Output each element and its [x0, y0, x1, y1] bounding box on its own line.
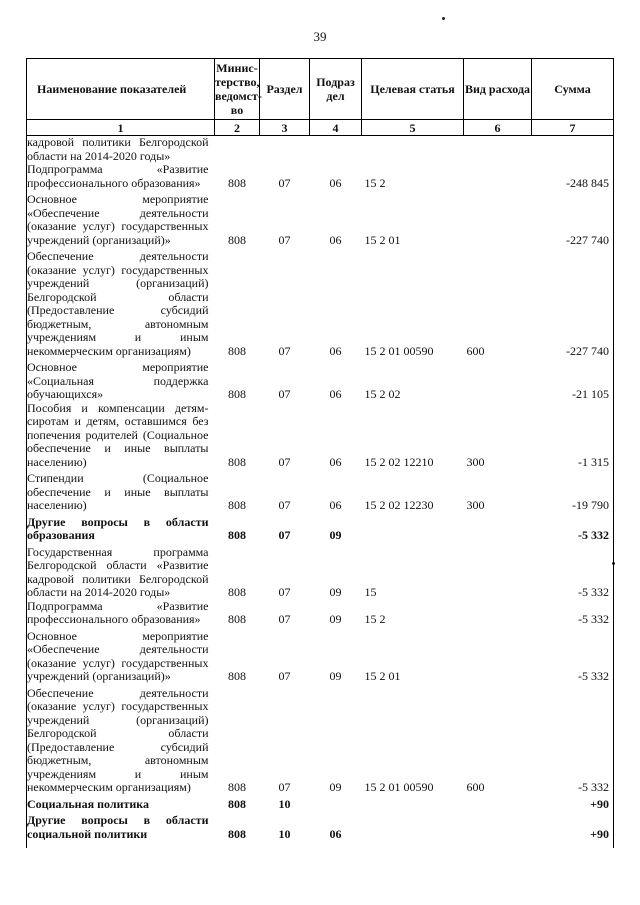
expense-type [464, 190, 532, 247]
subsection-code: 06 [329, 826, 342, 841]
indicator-name: Пособия и компенсации детям-сиротам и детям, оставшимся без попечения родителей (Социальное обеспечение и иные выплаты населению) [27, 402, 215, 470]
table-header-row [27, 59, 614, 120]
ministry-code: 808 [228, 612, 246, 626]
expense-type [464, 136, 532, 164]
header-subsection: Подраз дел [310, 59, 362, 120]
subsection-code: 09 [329, 585, 342, 599]
section-code: 07 [278, 454, 291, 469]
ministry-code: 808 [228, 585, 246, 599]
expense-type [464, 795, 532, 812]
amount: -5 332 [532, 600, 614, 627]
table-row [27, 627, 614, 684]
target-article [362, 811, 464, 848]
target-article [362, 513, 464, 543]
column-number: 4 [310, 120, 362, 136]
table-row [27, 136, 614, 164]
target-article: 15 [364, 585, 377, 599]
column-number-row [27, 120, 614, 136]
ministry-code: 808 [228, 826, 246, 841]
subsection-code: 06 [329, 343, 342, 358]
header-indicator-name: Наименование показателей [27, 59, 215, 120]
ministry-code: 808 [228, 669, 246, 683]
indicator-name: Государственная программа Белгородской области «Развитие кадровой политики Белгородской области на 2014-2020 годы» [27, 543, 215, 600]
indicator-name: Подпрограмма «Развитие профессионального образования» [27, 600, 215, 627]
indicator-name: Основное мероприятие «Обеспечение деятельности (оказание услуг) государственных учреждений (организаций)» [27, 627, 215, 684]
amount: -248 845 [532, 163, 614, 190]
column-number: 2 [215, 120, 260, 136]
ministry-code: 808 [228, 387, 246, 401]
table-row [27, 600, 614, 627]
target-article: 15 2 02 12210 [364, 454, 434, 469]
table-body [27, 136, 614, 849]
subsection-code: 06 [329, 175, 342, 190]
subsection-code: 06 [329, 498, 342, 512]
header-ministry: Минис-терство, ведомст-во [215, 59, 260, 120]
amount: -1 315 [532, 402, 614, 470]
budget-table [26, 58, 614, 848]
ministry-code [215, 136, 260, 164]
section-code: 10 [278, 796, 291, 811]
column-number: 7 [532, 120, 614, 136]
section-code: 10 [278, 826, 291, 841]
table-row [27, 469, 614, 513]
target-article: 15 2 01 00590 [364, 343, 434, 358]
subsection-code: 06 [329, 387, 342, 401]
ministry-code: 808 [228, 780, 246, 794]
subsection-code: 09 [329, 528, 342, 542]
target-article [362, 795, 464, 812]
header-section: Раздел [260, 59, 310, 120]
target-article [362, 136, 464, 164]
section-code: 07 [278, 780, 291, 794]
table-row [27, 247, 614, 358]
section-code: 07 [278, 585, 291, 599]
table-row [27, 358, 614, 402]
table-row [27, 684, 614, 795]
table-row [27, 190, 614, 247]
scan-speck [442, 17, 445, 20]
column-number: 5 [362, 120, 464, 136]
amount: +90 [532, 811, 614, 848]
amount: -227 740 [532, 190, 614, 247]
subsection-code: 06 [329, 232, 342, 247]
amount: -5 332 [532, 627, 614, 684]
table-row [27, 513, 614, 543]
expense-type [464, 600, 532, 627]
subsection-code [310, 795, 362, 812]
section-code: 07 [278, 498, 291, 512]
amount: -19 790 [532, 469, 614, 513]
expense-type [464, 358, 532, 402]
column-number: 3 [260, 120, 310, 136]
indicator-name: Стипендии (Социальное обеспечение и иные выплаты населению) [27, 469, 215, 513]
table-row [27, 402, 614, 470]
column-number: 1 [27, 120, 215, 136]
target-article: 15 2 02 12230 [364, 498, 434, 512]
header-expense-type: Вид расхода [464, 59, 532, 120]
section-code: 07 [278, 528, 291, 542]
page-number: 39 [313, 29, 327, 44]
section-code: 07 [278, 232, 291, 247]
section-code: 07 [278, 612, 291, 626]
target-article: 15 2 01 [364, 232, 401, 247]
ministry-code: 808 [228, 498, 246, 512]
target-article: 15 2 [364, 175, 386, 190]
section-code [260, 136, 310, 164]
expense-type [464, 627, 532, 684]
indicator-name: Подпрограмма «Развитие профессионального образования» [27, 163, 215, 190]
target-article: 15 2 02 [364, 387, 401, 401]
expense-type: 600 [466, 780, 485, 794]
subsection-code [310, 136, 362, 164]
subsection-code: 09 [329, 669, 342, 683]
subsection-code: 09 [329, 780, 342, 794]
subsection-code: 09 [329, 612, 342, 626]
indicator-name: Обеспечение деятельности (оказание услуг) государственных учреждений (организаций) Белгородской области (Предоставление субсидий бюджетным, автономным учреждениям и иным некоммерческим организациям) [27, 247, 215, 358]
indicator-name: Другие вопросы в области социальной политики [27, 811, 215, 848]
ministry-code: 808 [228, 343, 246, 358]
indicator-name: Основное мероприятие «Социальная поддержка обучающихся» [27, 358, 215, 402]
expense-type [464, 811, 532, 848]
subsection-code: 06 [329, 454, 342, 469]
amount [532, 136, 614, 164]
indicator-name: Социальная политика [27, 795, 215, 812]
section-code: 07 [278, 343, 291, 358]
indicator-name: кадровой политики Белгородской области на 2014-2020 годы» [27, 136, 215, 164]
ministry-code: 808 [228, 232, 246, 247]
amount: -21 105 [532, 358, 614, 402]
expense-type: 300 [466, 498, 485, 512]
target-article: 15 2 01 00590 [364, 780, 434, 794]
ministry-code: 808 [228, 175, 246, 190]
section-code: 07 [278, 175, 291, 190]
amount: -5 332 [532, 513, 614, 543]
table-row [27, 811, 614, 848]
indicator-name: Обеспечение деятельности (оказание услуг) государственных учреждений (организаций) Белгородской области (Предоставление субсидий бюджетным, автономным учреждениям и иным некоммерческим организациям) [27, 684, 215, 795]
expense-type [464, 543, 532, 600]
ministry-code: 808 [228, 796, 246, 811]
amount: -5 332 [532, 543, 614, 600]
amount: -227 740 [532, 247, 614, 358]
expense-type: 600 [466, 343, 485, 358]
section-code: 07 [278, 669, 291, 683]
section-code: 07 [278, 387, 291, 401]
amount: -5 332 [532, 684, 614, 795]
indicator-name: Другие вопросы в области образования [27, 513, 215, 543]
target-article: 15 2 01 [364, 669, 401, 683]
table-row [27, 543, 614, 600]
header-amount: Сумма [532, 59, 614, 120]
amount: +90 [532, 795, 614, 812]
column-number: 6 [464, 120, 532, 136]
ministry-code: 808 [228, 528, 246, 542]
expense-type [464, 513, 532, 543]
ministry-code: 808 [228, 454, 246, 469]
table-row [27, 795, 614, 812]
header-target-article: Целевая статья [362, 59, 464, 120]
indicator-name: Основное мероприятие «Обеспечение деятельности (оказание услуг) государственных учреждений (организаций)» [27, 190, 215, 247]
expense-type [464, 163, 532, 190]
table-row [27, 163, 614, 190]
target-article: 15 2 [364, 612, 386, 626]
expense-type: 300 [466, 454, 485, 469]
